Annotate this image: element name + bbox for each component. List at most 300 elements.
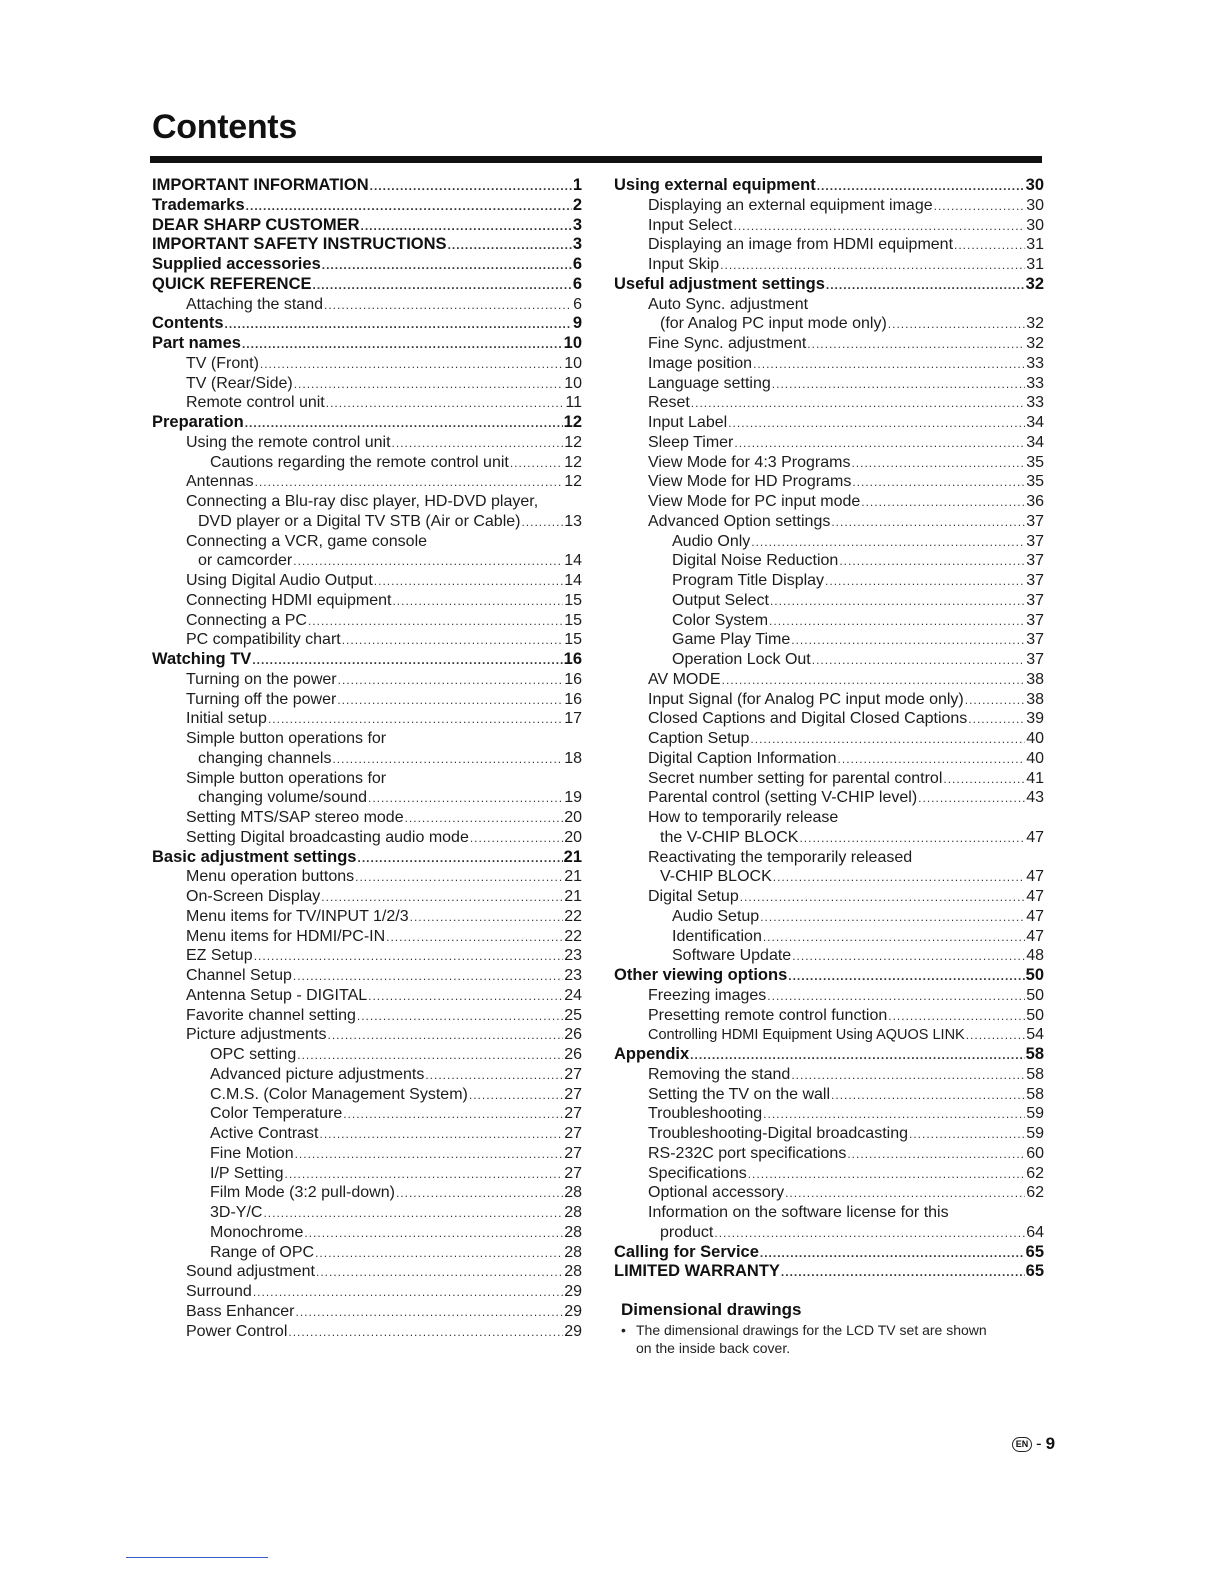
toc-entry[interactable] xyxy=(152,946,582,966)
dot-leader xyxy=(760,1244,1025,1264)
dot-leader xyxy=(826,276,1025,296)
toc-section[interactable] xyxy=(614,1262,1044,1282)
title-rule xyxy=(150,156,1042,163)
toc-entry[interactable] xyxy=(152,867,582,887)
dot-leader xyxy=(328,1026,564,1046)
toc-page-number: 47 xyxy=(1026,888,1044,905)
dot-leader xyxy=(324,296,572,316)
dot-leader xyxy=(225,315,572,335)
toc-entry-title: Auto Sync. adjustment xyxy=(648,295,809,313)
toc-entry[interactable] xyxy=(614,848,1044,868)
toc-section[interactable] xyxy=(152,216,582,236)
toc-entry[interactable] xyxy=(152,808,582,828)
toc-entry-title: Using external equipment xyxy=(614,176,816,194)
toc-page-number: 21 xyxy=(563,847,582,866)
toc-entry-title: Advanced picture adjustments xyxy=(210,1065,425,1083)
toc-entry[interactable] xyxy=(614,413,1044,433)
toc-entry[interactable] xyxy=(614,374,1044,394)
dot-leader xyxy=(245,414,563,434)
toc-entry[interactable] xyxy=(614,433,1044,453)
toc-page-number: 34 xyxy=(1026,414,1044,431)
page-title: Contents xyxy=(152,108,297,146)
toc-page-number: 50 xyxy=(1026,1006,1044,1024)
dot-leader xyxy=(343,1105,563,1125)
toc-entry-title: Software Update xyxy=(672,947,792,965)
toc-entry-title: or camcorder xyxy=(198,552,293,570)
toc-entry[interactable] xyxy=(152,295,582,315)
toc-entry-title: Input Select xyxy=(648,216,733,234)
toc-page-number: 50 xyxy=(1026,986,1044,1004)
dot-leader xyxy=(785,1184,1025,1204)
toc-section[interactable] xyxy=(614,1243,1044,1263)
toc-entry[interactable] xyxy=(614,591,1044,611)
toc-entry-title: View Mode for PC input mode xyxy=(648,493,861,510)
toc-entry-title: Favorite channel setting xyxy=(186,1006,356,1024)
toc-entry[interactable] xyxy=(152,492,582,512)
toc-page-number: 27 xyxy=(564,1164,582,1182)
toc-entry[interactable] xyxy=(614,295,1044,315)
toc-entry-title: Using the remote control unit xyxy=(186,433,391,451)
toc-section[interactable] xyxy=(152,314,582,334)
toc-entry[interactable] xyxy=(152,1183,582,1203)
toc-page-number: 27 xyxy=(564,1144,582,1162)
dot-leader xyxy=(268,710,563,730)
toc-entry[interactable] xyxy=(614,216,1044,236)
dot-leader xyxy=(355,868,563,888)
toc-entry[interactable] xyxy=(614,927,1044,947)
toc-entry[interactable] xyxy=(152,630,582,650)
toc-entry[interactable] xyxy=(614,1104,1044,1124)
toc-entry-title: Useful adjustment settings xyxy=(614,274,825,293)
toc-page-number: 29 xyxy=(564,1283,582,1300)
toc-entry[interactable] xyxy=(614,551,1044,571)
toc-page-number: 20 xyxy=(564,828,582,846)
toc-entry-title: IMPORTANT SAFETY INSTRUCTIONS xyxy=(152,235,447,254)
toc-page-number: 27 xyxy=(564,1105,582,1123)
toc-entry[interactable] xyxy=(614,1164,1044,1184)
toc-entry[interactable] xyxy=(152,986,582,1006)
toc-entry-title: Using Digital Audio Output xyxy=(186,572,373,589)
toc-entry-title: Presetting remote control function xyxy=(648,1006,888,1024)
toc-page-number: 3 xyxy=(572,235,582,254)
toc-page-number: 37 xyxy=(1026,631,1044,649)
toc-entry-title: product xyxy=(660,1223,714,1241)
toc-section[interactable] xyxy=(152,650,582,670)
toc-page-number: 21 xyxy=(564,868,582,886)
toc-page-number: 21 xyxy=(564,888,582,905)
toc-page-number: 47 xyxy=(1026,907,1044,925)
toc-entry[interactable] xyxy=(614,492,1044,512)
toc-section[interactable] xyxy=(614,966,1044,986)
dot-leader xyxy=(313,276,572,296)
toc-entry[interactable] xyxy=(152,729,582,749)
toc-entry-title: Specifications xyxy=(648,1164,747,1182)
toc-entry[interactable] xyxy=(152,1282,582,1302)
toc-entry-title: Troubleshooting-Digital broadcasting xyxy=(648,1125,908,1142)
toc-entry-title: Game Play Time xyxy=(672,631,791,649)
dot-leader xyxy=(370,177,572,197)
toc-page-number: 58 xyxy=(1025,1045,1044,1063)
toc-entry[interactable] xyxy=(614,630,1044,650)
dimensional-drawings-heading: Dimensional drawings xyxy=(621,1300,802,1319)
dot-leader xyxy=(361,217,572,237)
toc-entry-title: Fine Motion xyxy=(210,1144,294,1162)
toc-entry[interactable] xyxy=(614,749,1044,769)
toc-page-number: 43 xyxy=(1026,789,1044,807)
toc-page-number: 15 xyxy=(564,591,582,609)
toc-entry[interactable] xyxy=(152,1006,582,1026)
toc-entry[interactable] xyxy=(152,551,582,571)
toc-entry[interactable] xyxy=(614,571,1044,591)
toc-entry[interactable] xyxy=(152,1223,582,1243)
toc-entry-title: DVD player or a Digital TV STB (Air or Cable) xyxy=(198,512,521,530)
dot-leader xyxy=(760,908,1025,928)
toc-entry-title: Power Control xyxy=(186,1322,288,1340)
toc-entry[interactable] xyxy=(152,1045,582,1065)
dot-leader xyxy=(326,394,565,414)
toc-entry-title: Attaching the stand xyxy=(186,295,323,313)
toc-entry[interactable] xyxy=(614,769,1044,789)
toc-entry[interactable] xyxy=(152,1065,582,1085)
dot-leader xyxy=(753,355,1025,375)
toc-page-number: 13 xyxy=(564,512,582,530)
dot-leader xyxy=(791,631,1025,651)
toc-entry-title: Remote control unit xyxy=(186,394,325,412)
dot-leader xyxy=(807,335,1025,355)
dot-leader xyxy=(888,1007,1025,1027)
toc-entry-title: Cautions regarding the remote control unit xyxy=(210,453,509,471)
toc-entry-title: Sound adjustment xyxy=(186,1263,315,1281)
dot-leader xyxy=(425,1066,563,1086)
toc-entry[interactable] xyxy=(152,1262,582,1282)
dot-leader xyxy=(851,454,1025,474)
toc-entry[interactable] xyxy=(152,1025,582,1045)
toc-entry-title: Digital Caption Information xyxy=(648,749,837,767)
toc-entry[interactable] xyxy=(614,354,1044,374)
dot-leader xyxy=(773,868,1025,888)
dot-leader xyxy=(767,987,1025,1007)
toc-entry[interactable] xyxy=(152,1124,582,1144)
toc-entry-title: Input Signal (for Analog PC input mode only) xyxy=(648,690,964,708)
toc-section[interactable] xyxy=(614,275,1044,295)
toc-page-number: 59 xyxy=(1026,1105,1044,1123)
toc-entry[interactable] xyxy=(152,591,582,611)
toc-entry-title: Watching TV xyxy=(152,650,252,668)
toc-entry[interactable] xyxy=(614,867,1044,887)
toc-page-number: 37 xyxy=(1026,611,1044,629)
toc-entry-title: changing channels xyxy=(198,749,332,767)
toc-entry-title: Supplied accessories xyxy=(152,255,321,273)
toc-entry-title: Program Title Display xyxy=(672,572,825,589)
toc-entry[interactable] xyxy=(152,1144,582,1164)
toc-entry-title: TV (Front) xyxy=(186,354,259,372)
toc-page-number: 15 xyxy=(564,611,582,629)
dot-leader xyxy=(263,1204,563,1224)
dot-leader xyxy=(368,987,563,1007)
dot-leader xyxy=(288,1323,563,1343)
toc-entry-title: EZ Setup xyxy=(186,947,253,965)
toc-page-number: 30 xyxy=(1026,196,1044,214)
toc-entry-title: How to temporarily release xyxy=(648,809,839,826)
toc-page-number: 48 xyxy=(1026,947,1044,965)
toc-page-number: 37 xyxy=(1026,532,1044,550)
toc-entry[interactable] xyxy=(152,670,582,690)
toc-entry[interactable] xyxy=(152,709,582,729)
toc-entry-title: Connecting a VCR, game console xyxy=(186,532,428,550)
dot-leader xyxy=(357,849,562,869)
toc-page-number: 40 xyxy=(1026,730,1044,747)
toc-entry[interactable] xyxy=(152,374,582,394)
toc-entry-title: View Mode for HD Programs xyxy=(648,473,852,491)
toc-entry-title: Contents xyxy=(152,314,224,333)
toc-entry-title: Connecting a Blu-ray disc player, HD-DVD player, xyxy=(186,493,539,510)
toc-entry[interactable] xyxy=(152,966,582,986)
dot-leader xyxy=(469,1086,563,1106)
toc-entry[interactable] xyxy=(152,828,582,848)
toc-page-number: 58 xyxy=(1026,1085,1044,1103)
toc-entry[interactable] xyxy=(614,512,1044,532)
dot-leader xyxy=(242,335,563,355)
dot-leader xyxy=(321,888,563,908)
toc-entry[interactable] xyxy=(614,907,1044,927)
toc-entry[interactable] xyxy=(152,472,582,492)
dot-leader xyxy=(470,829,563,849)
dot-leader xyxy=(918,789,1025,809)
toc-page-number: 54 xyxy=(1026,1026,1044,1044)
toc-page-number: 6 xyxy=(572,255,582,273)
toc-entry[interactable] xyxy=(152,927,582,947)
toc-entry[interactable] xyxy=(614,1223,1044,1243)
toc-page-number: 28 xyxy=(564,1184,582,1202)
dot-leader xyxy=(448,236,572,256)
dot-leader xyxy=(812,651,1025,671)
toc-entry[interactable] xyxy=(614,1183,1044,1203)
toc-entry[interactable] xyxy=(614,453,1044,473)
toc-entry[interactable] xyxy=(152,393,582,413)
toc-entry[interactable] xyxy=(152,1203,582,1223)
toc-entry-title: Reset xyxy=(648,394,690,412)
toc-page-number: 32 xyxy=(1026,315,1044,333)
dot-leader xyxy=(295,1145,564,1165)
toc-entry[interactable] xyxy=(614,255,1044,275)
toc-entry[interactable] xyxy=(614,611,1044,631)
toc-entry-title: Audio Only xyxy=(672,532,751,550)
toc-entry[interactable] xyxy=(152,1164,582,1184)
dot-leader xyxy=(255,473,564,493)
dot-leader xyxy=(386,928,563,948)
toc-entry-title: Bass Enhancer xyxy=(186,1302,295,1320)
toc-entry-title: Reactivating the temporarily released xyxy=(648,848,913,866)
dot-leader xyxy=(791,1066,1025,1086)
toc-page-number: 40 xyxy=(1026,749,1044,767)
toc-entry[interactable] xyxy=(614,1025,1044,1045)
toc-page-number: 30 xyxy=(1025,176,1044,194)
toc-entry-title: C.M.S. (Color Management System) xyxy=(210,1085,468,1103)
toc-section[interactable] xyxy=(152,275,582,295)
dot-leader xyxy=(338,671,564,691)
toc-entry[interactable] xyxy=(614,1006,1044,1026)
toc-entry-title: Identification xyxy=(672,927,762,945)
toc-page-number: 64 xyxy=(1026,1223,1044,1241)
toc-entry[interactable] xyxy=(152,1322,582,1342)
toc-entry[interactable] xyxy=(152,1104,582,1124)
toc-entry[interactable] xyxy=(614,887,1044,907)
dot-leader xyxy=(720,256,1025,276)
toc-entry-title: Picture adjustments xyxy=(186,1026,327,1044)
dot-leader xyxy=(374,572,563,592)
dot-leader xyxy=(954,236,1025,256)
toc-entry[interactable] xyxy=(152,887,582,907)
toc-page-number: 37 xyxy=(1026,591,1044,609)
note-line: The dimensional drawings for the LCD TV set are shown xyxy=(636,1322,987,1338)
toc-entry[interactable] xyxy=(152,769,582,789)
toc-page-number: 17 xyxy=(564,710,582,728)
toc-page-number: 15 xyxy=(564,631,582,649)
toc-page-number: 37 xyxy=(1026,572,1044,589)
toc-page-number: 28 xyxy=(564,1223,582,1241)
toc-page-number: 33 xyxy=(1026,374,1044,392)
toc-entry[interactable] xyxy=(614,828,1044,848)
toc-page-number: 14 xyxy=(564,572,582,589)
toc-entry-title: OPC setting xyxy=(210,1046,297,1063)
toc-entry[interactable] xyxy=(614,314,1044,334)
toc-entry-title: Input Skip xyxy=(648,256,720,273)
toc-section[interactable] xyxy=(152,255,582,275)
dot-leader xyxy=(297,1046,563,1066)
toc-left-column xyxy=(152,176,582,1341)
toc-entry[interactable] xyxy=(614,393,1044,413)
toc-entry[interactable] xyxy=(614,986,1044,1006)
toc-page-number: 26 xyxy=(564,1046,582,1063)
toc-entry[interactable] xyxy=(614,235,1044,255)
toc-entry[interactable] xyxy=(614,1065,1044,1085)
toc-page-number: 19 xyxy=(564,789,582,807)
toc-entry[interactable] xyxy=(152,611,582,631)
dot-leader xyxy=(740,888,1025,908)
toc-entry[interactable] xyxy=(614,788,1044,808)
dot-leader xyxy=(405,809,564,829)
toc-entry-title: Color System xyxy=(672,611,769,629)
toc-entry[interactable] xyxy=(152,571,582,591)
toc-page-number: 22 xyxy=(564,927,582,945)
footnote-rule xyxy=(126,1557,268,1558)
toc-entry[interactable] xyxy=(614,1144,1044,1164)
dot-leader xyxy=(847,1145,1025,1165)
toc-page-number: 24 xyxy=(564,986,582,1004)
toc-entry[interactable] xyxy=(614,532,1044,552)
toc-entry[interactable] xyxy=(152,1085,582,1105)
toc-entry[interactable] xyxy=(614,1085,1044,1105)
toc-entry-title: Turning off the power xyxy=(186,690,337,708)
dot-leader xyxy=(852,473,1025,493)
dot-leader xyxy=(750,730,1025,750)
toc-entry[interactable] xyxy=(614,334,1044,354)
toc-entry-title: Operation Lock Out xyxy=(672,651,811,668)
toc-page-number: 47 xyxy=(1026,828,1044,846)
toc-entry-title: Part names xyxy=(152,334,241,352)
toc-entry[interactable] xyxy=(614,709,1044,729)
toc-entry[interactable] xyxy=(152,907,582,927)
toc-section[interactable] xyxy=(152,176,582,196)
toc-entry-title: Turning on the power xyxy=(186,670,337,688)
dot-leader xyxy=(770,592,1025,612)
toc-entry[interactable] xyxy=(152,354,582,374)
toc-entry[interactable] xyxy=(614,670,1044,690)
toc-entry[interactable] xyxy=(152,1302,582,1322)
dot-leader xyxy=(254,947,564,967)
toc-entry-title: Initial setup xyxy=(186,710,267,728)
toc-page-number: 28 xyxy=(564,1263,582,1281)
toc-entry[interactable] xyxy=(152,433,582,453)
toc-section[interactable] xyxy=(152,196,582,216)
toc-page-number: 37 xyxy=(1026,651,1044,668)
toc-entry-title: Freezing images xyxy=(648,986,767,1004)
toc-entry-title: Setting the TV on the wall xyxy=(648,1085,831,1103)
toc-entry[interactable] xyxy=(614,650,1044,670)
page-separator: - xyxy=(1036,1434,1042,1453)
toc-entry-title: Sleep Timer xyxy=(648,433,734,451)
toc-entry[interactable] xyxy=(152,749,582,769)
toc-entry-title: PC compatibility chart xyxy=(186,631,341,649)
toc-entry-title: Film Mode (3:2 pull-down) xyxy=(210,1184,395,1202)
toc-entry[interactable] xyxy=(152,1243,582,1263)
dot-leader xyxy=(817,177,1025,197)
toc-entry[interactable] xyxy=(614,1203,1044,1223)
toc-entry-title: Menu items for HDMI/PC-IN xyxy=(186,927,386,945)
toc-page-number: 9 xyxy=(572,314,582,333)
toc-entry[interactable] xyxy=(614,946,1044,966)
toc-entry[interactable] xyxy=(152,512,582,532)
toc-page-number: 31 xyxy=(1026,256,1044,273)
toc-entry[interactable] xyxy=(614,196,1044,216)
toc-entry-title: Simple button operations for xyxy=(186,730,387,747)
toc-entry-title: 3D-Y/C xyxy=(210,1204,263,1221)
dot-leader xyxy=(410,908,564,928)
dot-leader xyxy=(357,1007,563,1027)
toc-entry-title: Advanced Option settings xyxy=(648,512,831,530)
toc-section[interactable] xyxy=(152,413,582,433)
dot-leader xyxy=(315,1244,563,1264)
toc-entry[interactable] xyxy=(614,729,1044,749)
dot-leader xyxy=(943,770,1025,790)
toc-entry[interactable] xyxy=(614,472,1044,492)
toc-entry[interactable] xyxy=(152,453,582,473)
toc-entry[interactable] xyxy=(614,808,1044,828)
toc-right-column xyxy=(614,176,1044,1282)
toc-page-number: 26 xyxy=(564,1026,582,1044)
toc-section[interactable] xyxy=(152,848,582,868)
toc-entry[interactable] xyxy=(152,788,582,808)
dot-leader xyxy=(691,394,1025,414)
toc-section[interactable] xyxy=(152,334,582,354)
toc-entry[interactable] xyxy=(152,532,582,552)
toc-entry[interactable] xyxy=(152,690,582,710)
toc-entry-title: Image position xyxy=(648,354,753,372)
toc-entry-title: On-Screen Display xyxy=(186,888,321,905)
dot-leader xyxy=(392,434,564,454)
toc-entry-title: Range of OPC xyxy=(210,1243,315,1261)
dot-leader xyxy=(714,1224,1025,1244)
toc-entry[interactable] xyxy=(614,690,1044,710)
dot-leader xyxy=(748,1165,1025,1185)
dot-leader xyxy=(769,612,1025,632)
toc-entry[interactable] xyxy=(614,1124,1044,1144)
toc-section[interactable] xyxy=(614,176,1044,196)
toc-entry-title: I/P Setting xyxy=(210,1164,284,1182)
toc-section[interactable] xyxy=(152,235,582,255)
toc-section[interactable] xyxy=(614,1045,1044,1065)
dot-leader xyxy=(294,375,564,395)
